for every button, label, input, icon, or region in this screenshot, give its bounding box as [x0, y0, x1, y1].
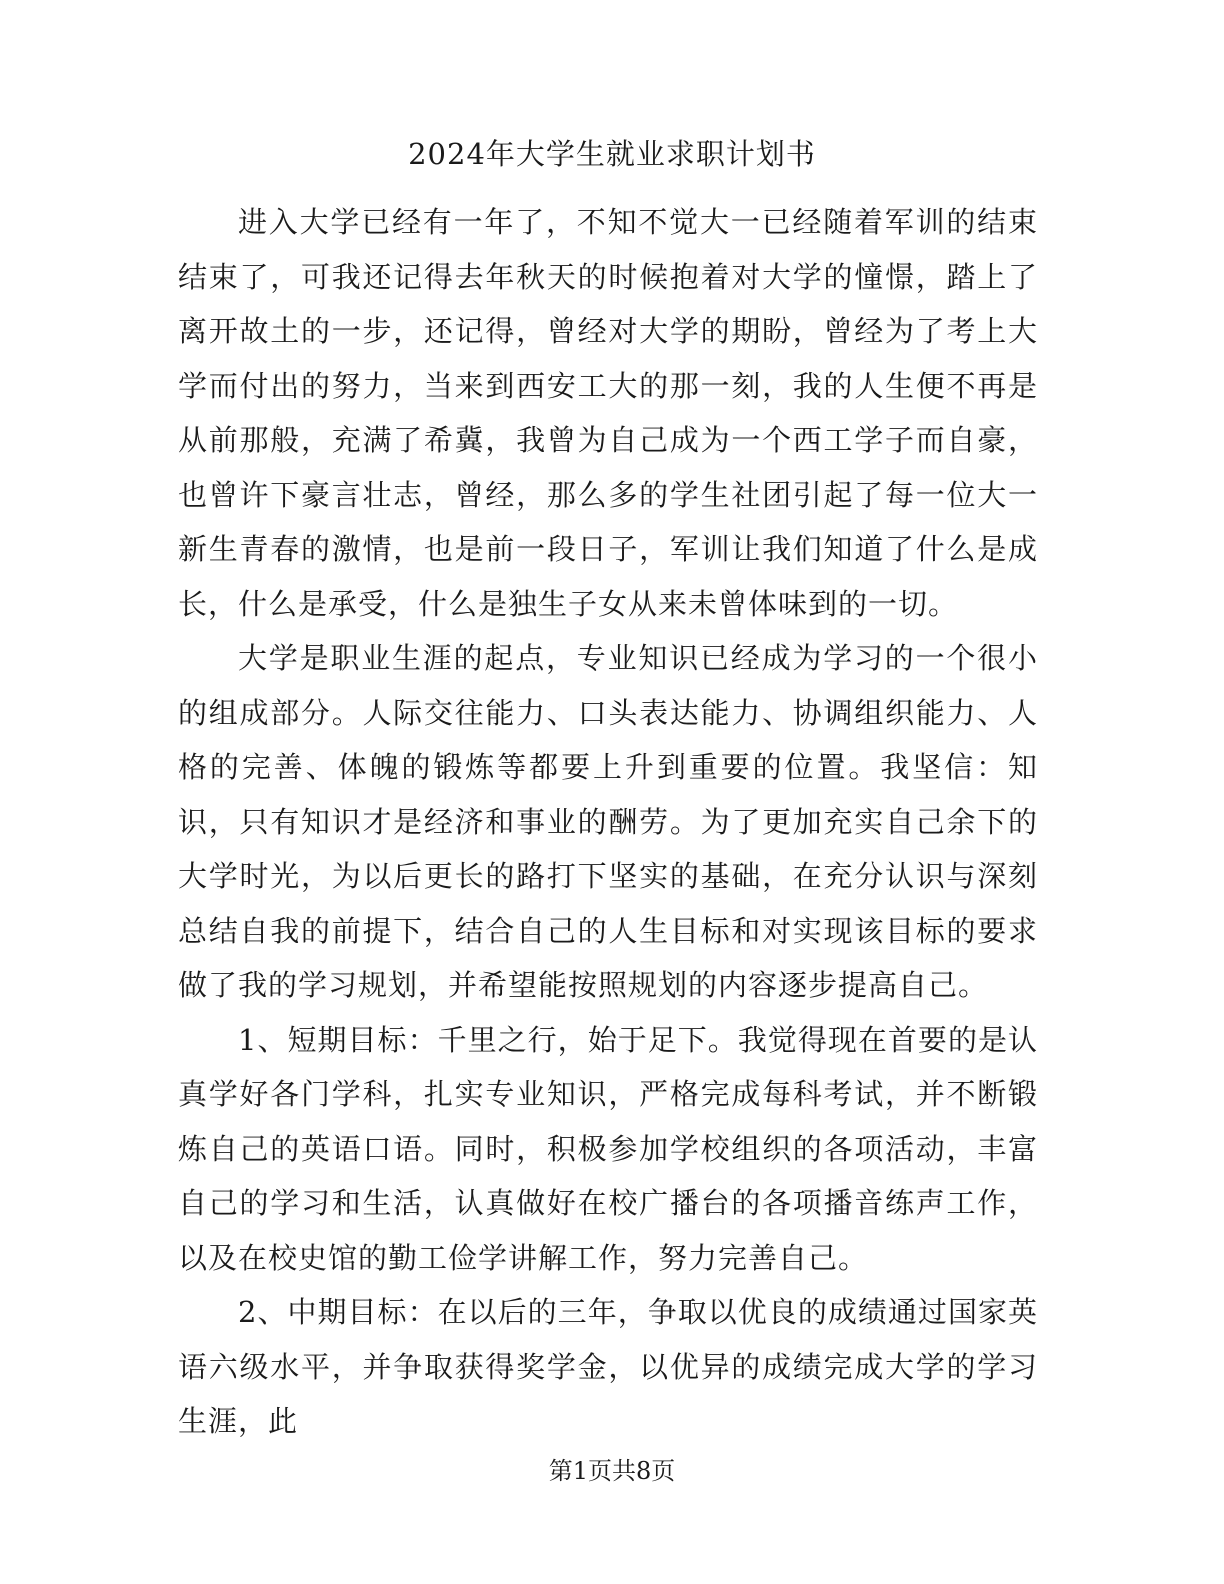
page-number: 第1页共8页	[548, 1457, 676, 1485]
document-body	[178, 195, 1038, 1449]
paragraph: 1、短期目标：千里之行，始于足下。我觉得现在首要的是认真学好各门学科，扎实专业知识，严格完成每科考试，并不断锻炼自己的英语口语。同时，积极参加学校组织的各项活动，丰富自己的学习和生活，认真做好在校广播台的各项播音练声工作，以及在校史馆的勤工俭学讲解工作，努力完善自己。	[178, 1022, 1038, 1275]
document-title: 2024年大学生就业求职计划书	[408, 137, 816, 171]
paragraph: 进入大学已经有一年了，不知不觉大一已经随着军训的结束结束了，可我还记得去年秋天的时候抱着对大学的憧憬，踏上了离开故土的一步，还记得，曾经对大学的期盼，曾经为了考上大学而付出的努力，当来到西安工大的那一刻，我的人生便不再是从前那般，充满了希冀，我曾为自己成为一个西工学子而自豪，也曾许下豪言壮志，曾经，那么多的学生社团引起了每一位大一新生青春的激情，也是前一段日子，军训让我们知道了什么是成长，什么是承受，什么是独生子女从来未曾体味到的一切。	[178, 205, 1038, 621]
paragraph: 2、中期目标：在以后的三年，争取以优良的成绩通过国家英语六级水平，并争取获得奖学金，以优异的成绩完成大学的学习生涯，此	[178, 1295, 1038, 1438]
paragraph: 大学是职业生涯的起点，专业知识已经成为学习的一个很小的组成部分。人际交往能力、口头表达能力、协调组织能力、人格的完善、体魄的锻炼等都要上升到重要的位置。我坚信：知识，只有知识才是经济和事业的酬劳。为了更加充实自己余下的大学时光，为以后更长的路打下坚实的基础，在充分认识与深刻总结自我的前提下，结合自己的人生目标和对实现该目标的要求做了我的学习规划，并希望能按照规划的内容逐步提高自己。	[178, 641, 1038, 1002]
